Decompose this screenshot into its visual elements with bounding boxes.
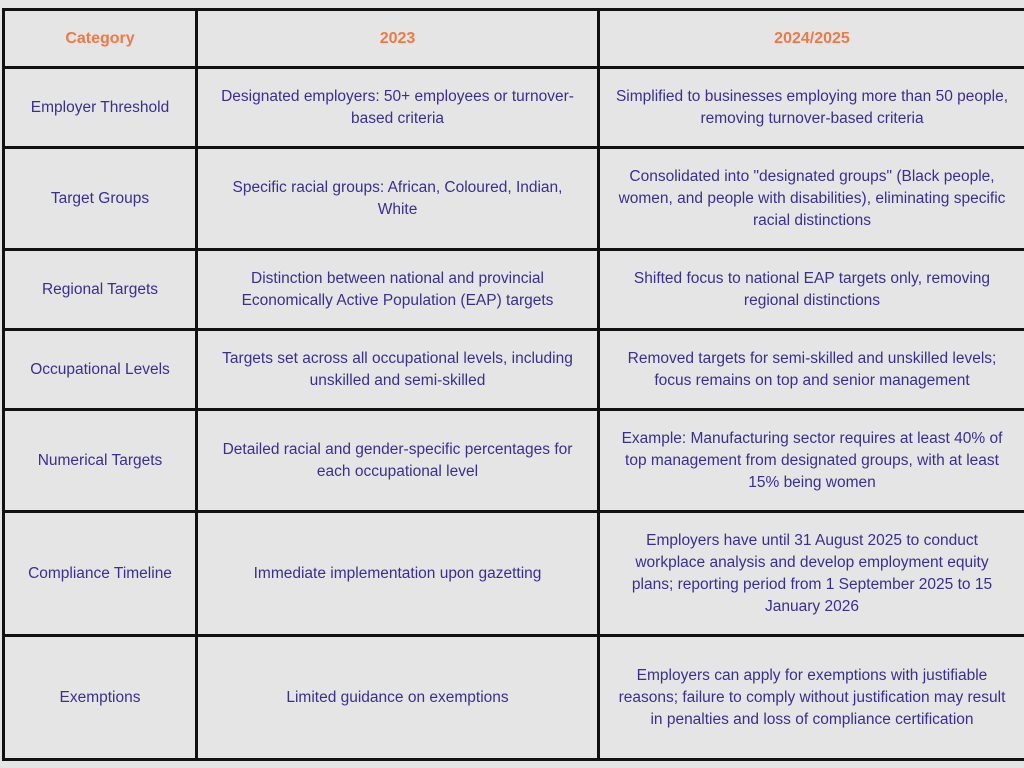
- row-2024-value: Consolidated into "designated groups" (Black people, women, and people with disabilities), eliminating specific racial distinctions: [599, 148, 1024, 250]
- header-2023: 2023: [197, 10, 599, 68]
- row-2024-value: Employers have until 31 August 2025 to conduct workplace analysis and develop employment equity plans; reporting period from 1 September 2025 to 15 January 2026: [599, 512, 1024, 636]
- row-category: Exemptions: [4, 636, 197, 760]
- table-row: [4, 512, 1024, 636]
- table-row: [4, 148, 1024, 250]
- comparison-table: [2, 8, 1024, 761]
- table-row: [4, 410, 1024, 512]
- row-category: Numerical Targets: [4, 410, 197, 512]
- row-2023-value: Limited guidance on exemptions: [197, 636, 599, 760]
- row-2023-value: Immediate implementation upon gazetting: [197, 512, 599, 636]
- row-2024-value: Example: Manufacturing sector requires at least 40% of top management from designated groups, with at least 15% being women: [599, 410, 1024, 512]
- row-2023-value: Distinction between national and provincial Economically Active Population (EAP) targets: [197, 250, 599, 330]
- row-category: Regional Targets: [4, 250, 197, 330]
- header-2024-2025: 2024/2025: [599, 10, 1024, 68]
- comparison-table-wrapper: [2, 8, 1024, 761]
- table-row: [4, 636, 1024, 760]
- table-header-row: [4, 10, 1024, 68]
- row-2023-value: Targets set across all occupational levels, including unskilled and semi-skilled: [197, 330, 599, 410]
- row-category: Occupational Levels: [4, 330, 197, 410]
- row-2023-value: Specific racial groups: African, Coloured, Indian, White: [197, 148, 599, 250]
- row-2023-value: Detailed racial and gender-specific percentages for each occupational level: [197, 410, 599, 512]
- row-2024-value: Removed targets for semi-skilled and unskilled levels; focus remains on top and senior management: [599, 330, 1024, 410]
- table-row: [4, 330, 1024, 410]
- row-category: Employer Threshold: [4, 68, 197, 148]
- row-2024-value: Shifted focus to national EAP targets only, removing regional distinctions: [599, 250, 1024, 330]
- header-category: Category: [4, 10, 197, 68]
- table-row: [4, 68, 1024, 148]
- table-row: [4, 250, 1024, 330]
- row-category: Target Groups: [4, 148, 197, 250]
- row-2023-value: Designated employers: 50+ employees or turnover-based criteria: [197, 68, 599, 148]
- row-2024-value: Employers can apply for exemptions with justifiable reasons; failure to comply without justification may result in penalties and loss of compliance certification: [599, 636, 1024, 760]
- row-2024-value: Simplified to businesses employing more than 50 people, removing turnover-based criteria: [599, 68, 1024, 148]
- row-category: Compliance Timeline: [4, 512, 197, 636]
